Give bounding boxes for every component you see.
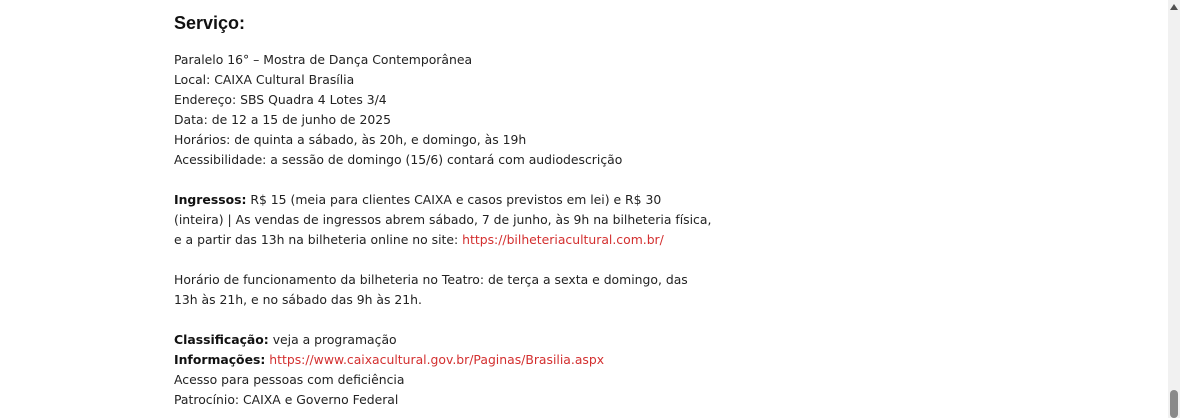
classification-text: veja a programação bbox=[268, 332, 397, 347]
information-link[interactable]: https://www.caixacultural.gov.br/Paginas/Brasilia.aspx bbox=[269, 352, 605, 367]
information-label: Informações: bbox=[174, 352, 266, 367]
event-name-line: Paralelo 16° – Mostra de Dança Contemporânea bbox=[174, 52, 473, 67]
accessibility-access-line: Acesso para pessoas com deficiência bbox=[174, 372, 405, 387]
service-section bbox=[174, 10, 714, 410]
tickets-link[interactable]: https://bilheteriacultural.com.br/ bbox=[462, 232, 664, 247]
tickets-label: Ingressos: bbox=[174, 192, 247, 207]
scroll-up-arrow-icon[interactable] bbox=[1170, 4, 1178, 10]
vertical-scrollbar[interactable] bbox=[1168, 0, 1180, 418]
sponsorship-line: Patrocínio: CAIXA e Governo Federal bbox=[174, 392, 399, 407]
tickets-text: R$ 15 (meia para clientes CAIXA e casos previstos em lei) e R$ 30 (inteira) | As vendas de ingressos abrem sábado, 7 de junho, às 9h na bilheteria física, e a partir das 13h na bilheteria online no site: bbox=[174, 192, 712, 247]
classification-label: Classificação: bbox=[174, 332, 269, 347]
date-line: Data: de 12 a 15 de junho de 2025 bbox=[174, 112, 391, 127]
service-heading: Serviço: bbox=[174, 13, 246, 33]
location-line: Local: CAIXA Cultural Brasília bbox=[174, 72, 355, 87]
spacer bbox=[174, 250, 714, 270]
accessibility-line: Acessibilidade: a sessão de domingo (15/6) contará com audiodescrição bbox=[174, 152, 623, 167]
scrollbar-thumb[interactable] bbox=[1170, 390, 1178, 418]
spacer bbox=[174, 170, 714, 190]
box-office-hours: Horário de funcionamento da bilheteria no Teatro: de terça a sexta e domingo, das 13h às 21h, e no sábado das 9h às 21h. bbox=[174, 272, 688, 307]
tickets-paragraph bbox=[174, 190, 714, 250]
schedule-line: Horários: de quinta a sábado, às 20h, e domingo, às 19h bbox=[174, 132, 527, 147]
spacer bbox=[174, 310, 714, 330]
classification-line bbox=[174, 330, 714, 350]
information-line bbox=[174, 350, 714, 370]
address-line: Endereço: SBS Quadra 4 Lotes 3/4 bbox=[174, 92, 387, 107]
